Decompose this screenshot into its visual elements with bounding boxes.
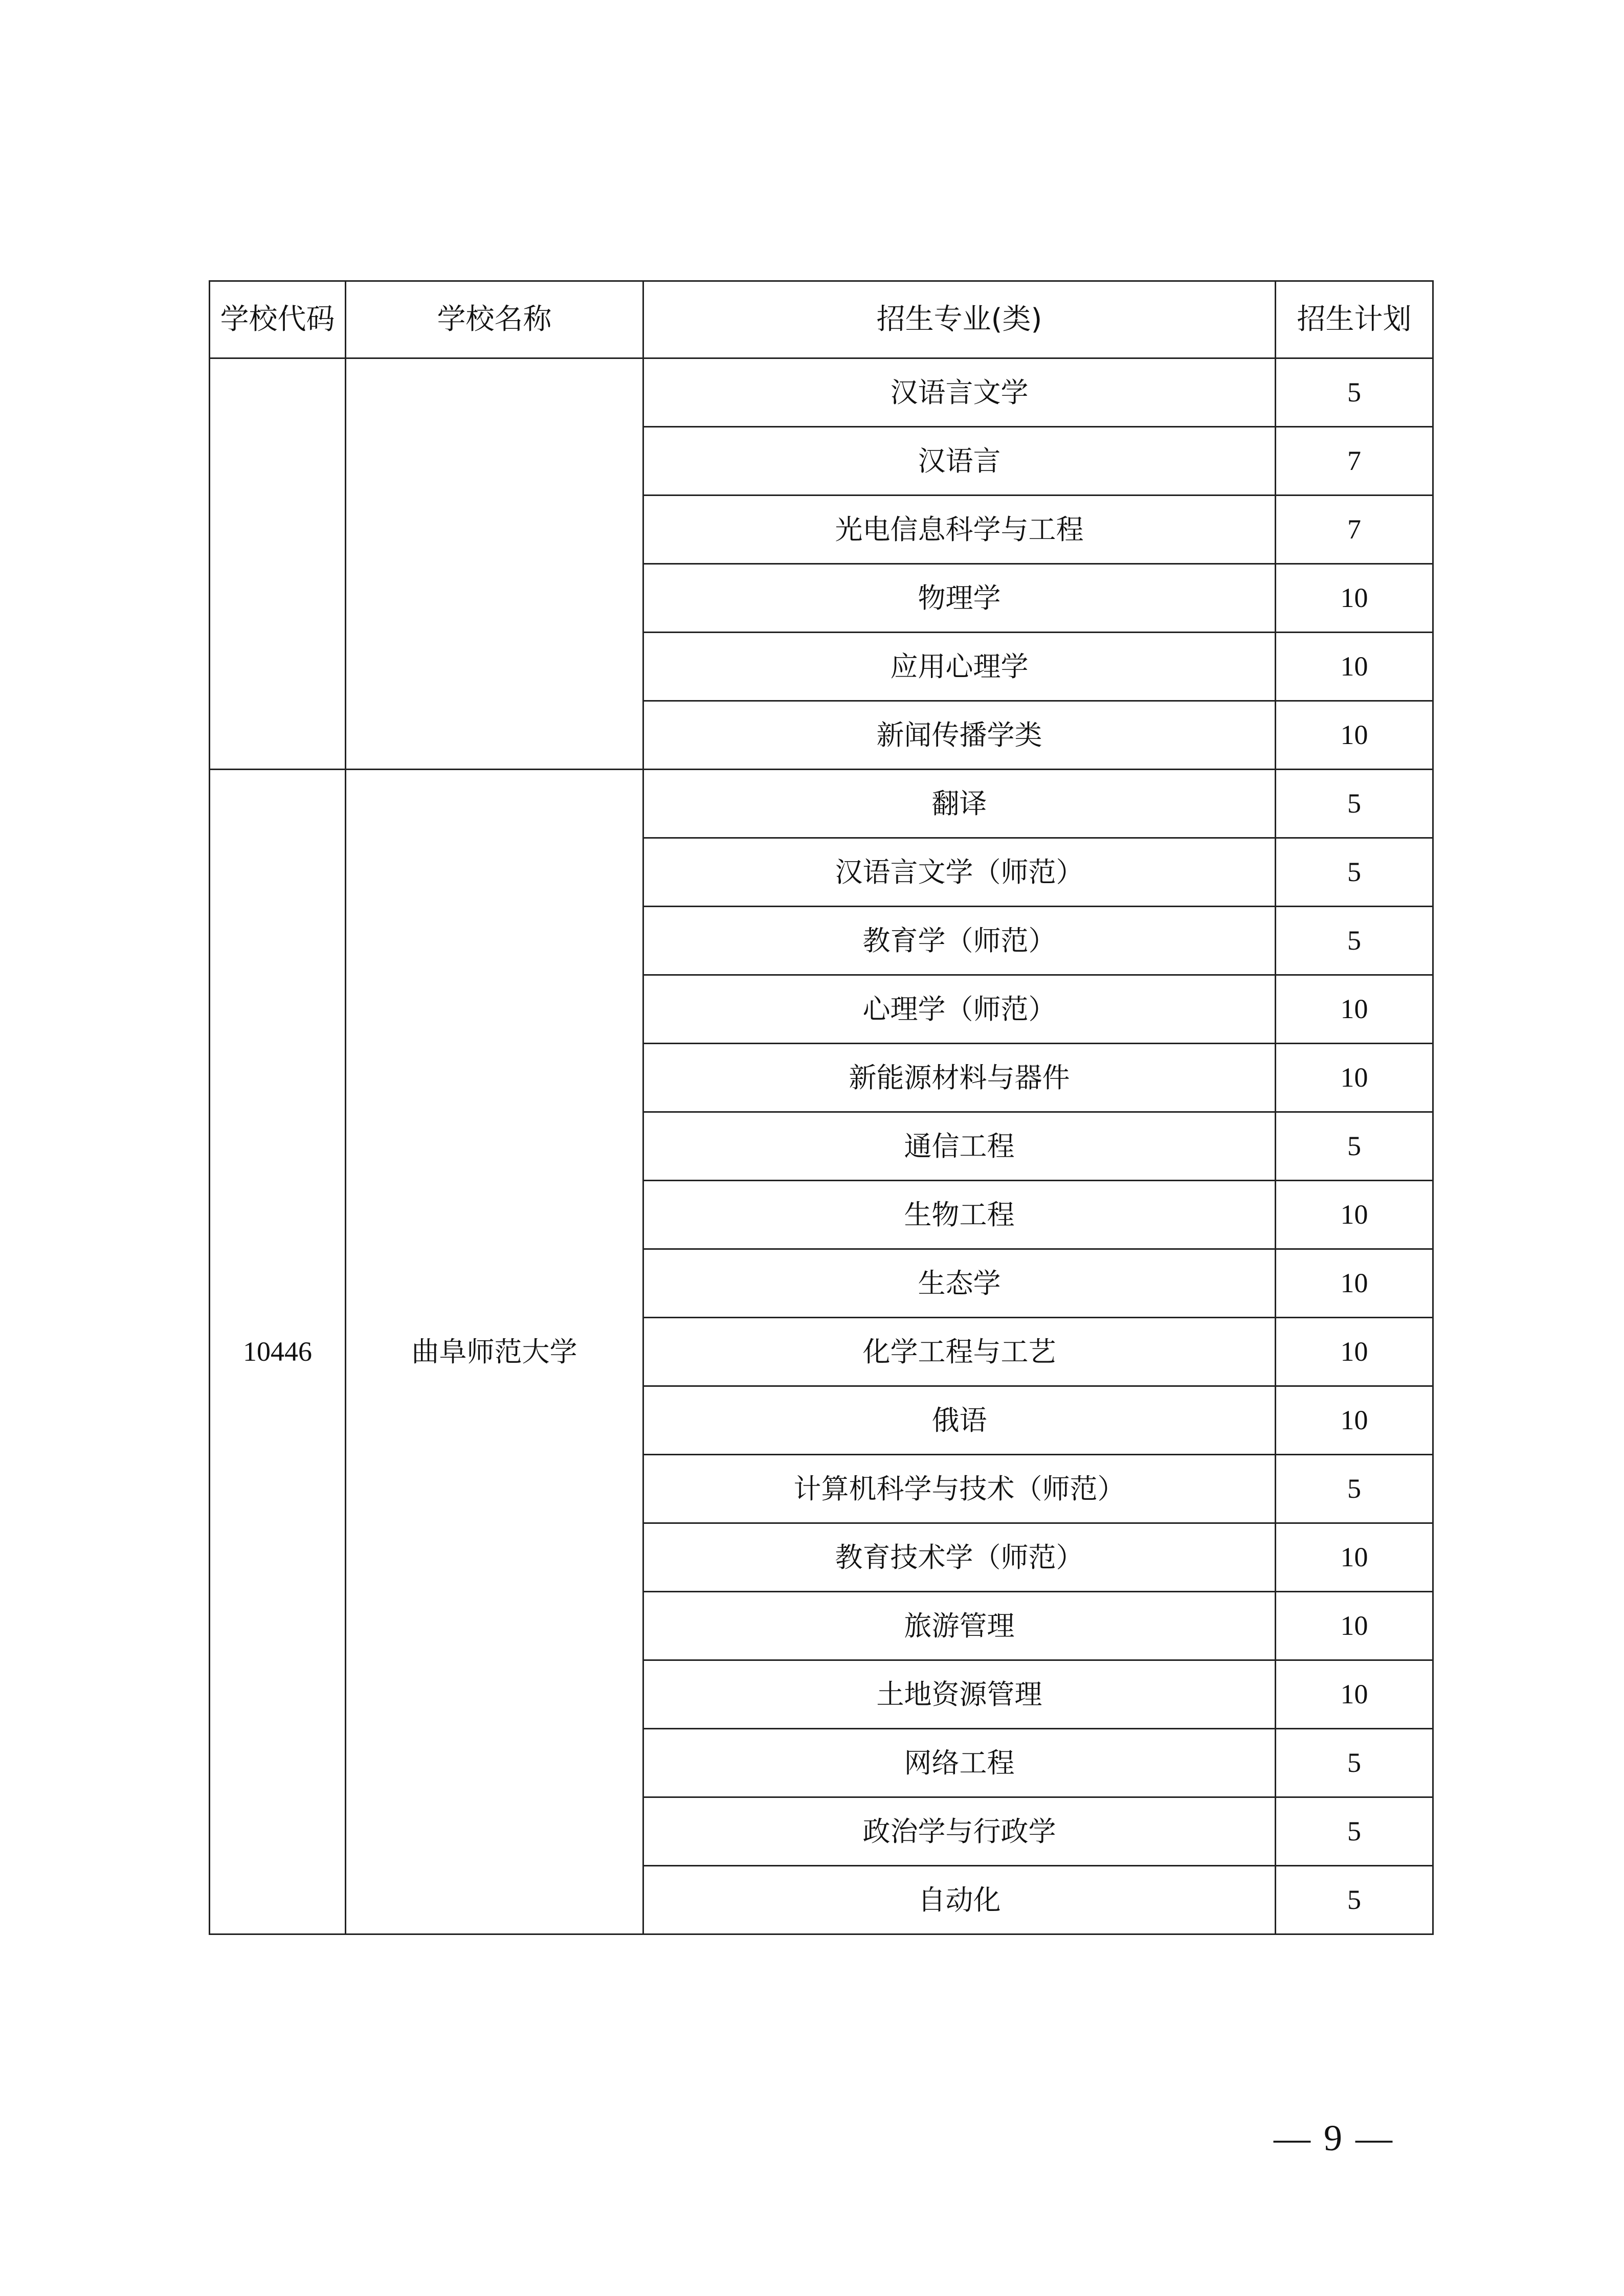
school-code-cell: 10446: [210, 770, 346, 1934]
plan-cell: 5: [1276, 1112, 1433, 1181]
plan-cell: 10: [1276, 1592, 1433, 1660]
major-cell: 汉语言: [643, 427, 1276, 496]
major-cell: 教育技术学（师范）: [643, 1523, 1276, 1592]
school-code-cell: [210, 358, 346, 770]
plan-cell: 5: [1276, 1729, 1433, 1797]
major-cell: 应用心理学: [643, 633, 1276, 701]
plan-cell: 10: [1276, 1386, 1433, 1455]
plan-cell: 5: [1276, 838, 1433, 907]
plan-cell: 10: [1276, 1181, 1433, 1249]
major-cell: 俄语: [643, 1386, 1276, 1455]
table-row: [210, 358, 1433, 427]
plan-cell: 10: [1276, 633, 1433, 701]
school-name-cell: [346, 358, 643, 770]
enrollment-table: [209, 280, 1434, 1935]
plan-cell: 5: [1276, 1455, 1433, 1523]
major-cell: 自动化: [643, 1866, 1276, 1934]
major-cell: 汉语言文学（师范）: [643, 838, 1276, 907]
plan-cell: 10: [1276, 975, 1433, 1044]
major-cell: 翻译: [643, 770, 1276, 838]
major-cell: 生态学: [643, 1249, 1276, 1318]
plan-cell: 10: [1276, 1660, 1433, 1729]
major-cell: 新闻传播学类: [643, 701, 1276, 770]
plan-cell: 5: [1276, 358, 1433, 427]
major-cell: 新能源材料与器件: [643, 1044, 1276, 1112]
header-school-code: 学校代码: [210, 281, 346, 358]
major-cell: 化学工程与工艺: [643, 1318, 1276, 1386]
plan-cell: 5: [1276, 907, 1433, 975]
major-cell: 物理学: [643, 564, 1276, 633]
major-cell: 土地资源管理: [643, 1660, 1276, 1729]
major-cell: 光电信息科学与工程: [643, 496, 1276, 564]
header-school-name: 学校名称: [346, 281, 643, 358]
plan-cell: 7: [1276, 496, 1433, 564]
plan-cell: 5: [1276, 1797, 1433, 1866]
plan-cell: 10: [1276, 1523, 1433, 1592]
table-body: [210, 358, 1433, 1934]
header-major: 招生专业(类): [643, 281, 1276, 358]
major-cell: 生物工程: [643, 1181, 1276, 1249]
plan-cell: 7: [1276, 427, 1433, 496]
table-header-row: [210, 281, 1433, 358]
plan-cell: 10: [1276, 1044, 1433, 1112]
major-cell: 网络工程: [643, 1729, 1276, 1797]
plan-cell: 10: [1276, 1249, 1433, 1318]
school-name-cell: 曲阜师范大学: [346, 770, 643, 1934]
plan-cell: 5: [1276, 770, 1433, 838]
header-plan: 招生计划: [1276, 281, 1433, 358]
plan-cell: 10: [1276, 701, 1433, 770]
major-cell: 教育学（师范）: [643, 907, 1276, 975]
plan-cell: 10: [1276, 1318, 1433, 1386]
major-cell: 通信工程: [643, 1112, 1276, 1181]
major-cell: 计算机科学与技术（师范）: [643, 1455, 1276, 1523]
table-row: [210, 770, 1433, 838]
plan-cell: 10: [1276, 564, 1433, 633]
major-cell: 政治学与行政学: [643, 1797, 1276, 1866]
major-cell: 心理学（师范）: [643, 975, 1276, 1044]
major-cell: 旅游管理: [643, 1592, 1276, 1660]
plan-cell: 5: [1276, 1866, 1433, 1934]
major-cell: 汉语言文学: [643, 358, 1276, 427]
page-number: — 9 —: [1274, 2118, 1394, 2158]
